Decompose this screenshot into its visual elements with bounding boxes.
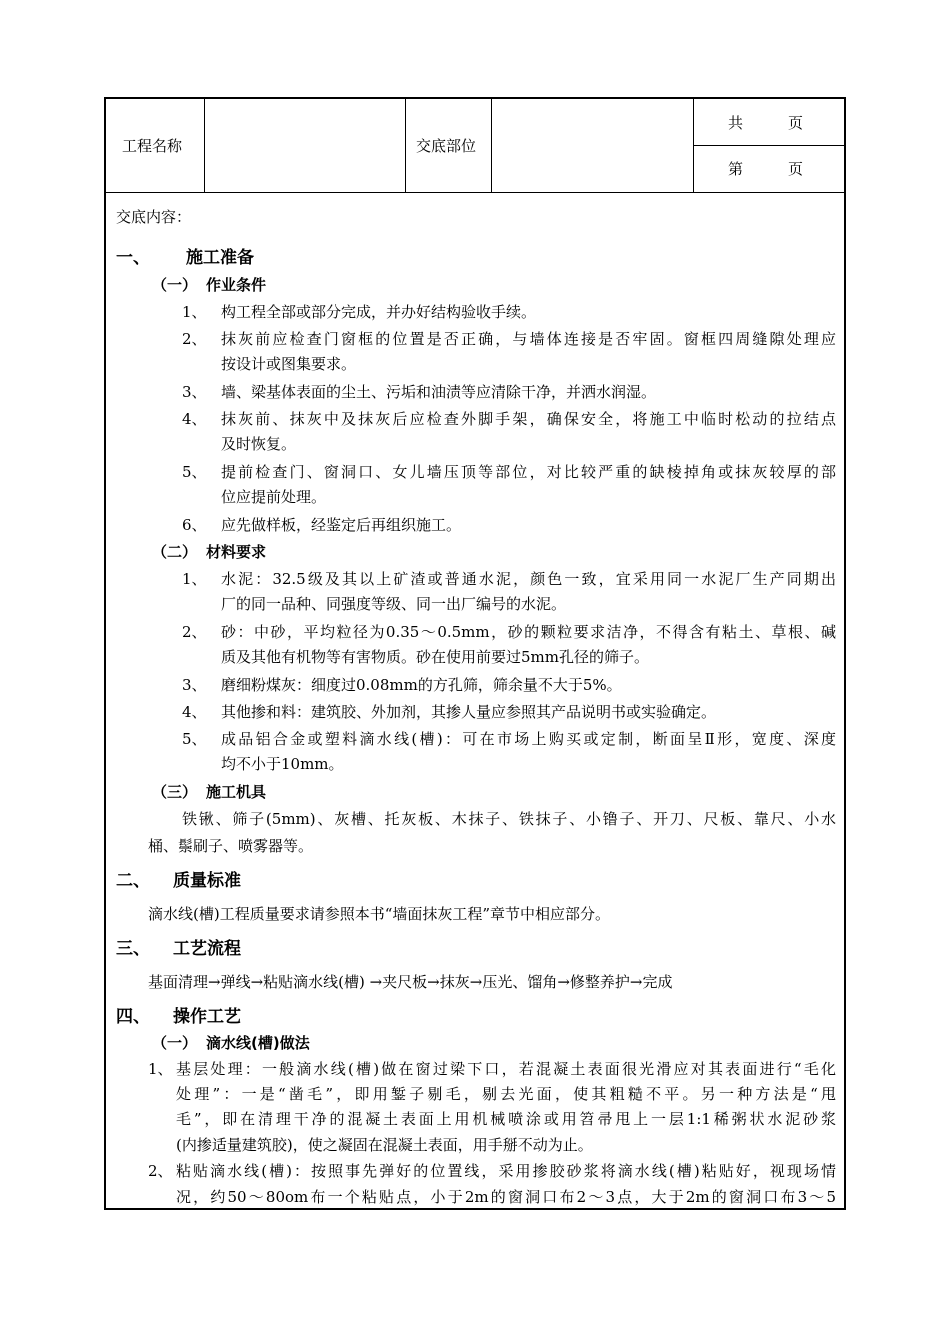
project-name-label: 工程名称 — [122, 137, 183, 155]
list-item: 墙、梁基体表面的尘土、污垢和油渍等应清除干净，并洒水润湿。 — [221, 383, 657, 401]
subsection-label: （一） — [152, 1034, 198, 1052]
list-item-cont: 况，约50～80om布一个粘贴点，小于2m的窗洞口布2～3点，大于2m的窗洞口布3～5 — [176, 1188, 836, 1206]
list-item: 磨细粉煤灰：细度过0.08mm的方孔筛，筛余量不大于5%。 — [221, 676, 622, 694]
list-item-cont: 处理”：一是“凿毛”，即用錾子剔毛，剔去光面，使其粗糙不平。另一种方法是“甩 — [176, 1085, 836, 1103]
list-item-number: 5、 — [182, 463, 207, 481]
subsection-title: 施工机具 — [206, 783, 267, 801]
section-3-title: 工艺流程 — [173, 939, 241, 959]
list-item: 提前检查门、窗洞口、女儿墙压顶等部位，对比较严重的缺棱掉角或抹灰较厚的部 — [221, 463, 836, 481]
list-item: 应先做样板，经鉴定后再组织施工。 — [221, 516, 462, 534]
list-item-number: 1、 — [182, 570, 207, 588]
project-name-value[interactable] — [205, 99, 405, 192]
total-pages-label: 共 页 — [728, 114, 804, 132]
list-item-number: 2、 — [148, 1162, 173, 1180]
section-1-number: 一、 — [116, 248, 150, 268]
divider — [693, 145, 844, 146]
list-item-number: 2、 — [182, 330, 207, 348]
divider — [405, 99, 406, 192]
list-item: 其他掺和料：建筑胶、外加剂，其掺人量应参照其产品说明书或实验确定。 — [221, 703, 717, 721]
list-item-number: 6、 — [182, 516, 207, 534]
part-value[interactable] — [492, 99, 693, 192]
section-4-title: 操作工艺 — [173, 1007, 241, 1027]
list-item: 抹灰前应检查门窗框的位置是否正确，与墙体连接是否牢固。窗框四周缝隙处理应 — [221, 330, 836, 348]
list-item-cont: 均不小于10mm。 — [221, 755, 344, 773]
part-label: 交底部位 — [416, 137, 477, 155]
list-item-cont: (内掺适量建筑胶)，使之凝固在混凝土表面，用手掰不动为止。 — [176, 1136, 593, 1154]
paragraph: 滴水线(槽)工程质量要求请参照本书“墙面抹灰工程”章节中相应部分。 — [148, 905, 611, 923]
list-item: 构工程全部或部分完成，并办好结构验收手续。 — [221, 303, 537, 321]
list-item: 粘贴滴水线(槽)：按照事先弹好的位置线，采用掺胶砂浆将滴水线(槽)粘贴好，视现场情 — [176, 1162, 836, 1180]
list-item: 砂：中砂，平均粒径为0.35～0.5mm，砂的颗粒要求洁净，不得含有粘土、草根、碱 — [221, 623, 836, 641]
list-item-cont: 厂的同一品种、同强度等级、同一出厂编号的水泥。 — [221, 595, 567, 613]
list-item: 成品铝合金或塑料滴水线(槽)：可在市场上购买或定制，断面呈Ⅱ形，宽度、深度 — [221, 730, 836, 748]
subsection-title: 作业条件 — [206, 276, 267, 294]
list-item-number: 3、 — [182, 383, 207, 401]
list-item-number: 4、 — [182, 410, 207, 428]
list-item-cont: 位应提前处理。 — [221, 488, 327, 506]
subsection-label: （二） — [152, 543, 198, 561]
process-flow: 基面清理→弹线→粘贴滴水线(槽) →夹尺板→抹灰→压光、馏角→修整养护→完成 — [148, 973, 673, 991]
section-1-title: 施工准备 — [186, 248, 254, 268]
list-item: 水泥：32.5级及其以上矿渣或普通水泥，颜色一致，宜采用同一水泥厂生产同期出 — [221, 570, 836, 588]
subsection-label: （一） — [152, 276, 198, 294]
list-item-cont: 毛”，即在清理干净的混凝土表面上用机械喷涂或用笤帚甩上一层1:1稀粥状水泥砂浆 — [176, 1110, 836, 1128]
list-item-cont: 及时恢复。 — [221, 435, 297, 453]
section-2-number: 二、 — [116, 871, 150, 891]
form-header — [106, 99, 844, 193]
list-item-number: 3、 — [182, 676, 207, 694]
page-number-label: 第 页 — [728, 160, 804, 178]
list-item-number: 5、 — [182, 730, 207, 748]
section-3-number: 三、 — [116, 939, 150, 959]
paragraph-cont: 桶、鬃刷子、喷雾器等。 — [148, 837, 314, 855]
content-label: 交底内容： — [116, 208, 192, 226]
list-item-number: 4、 — [182, 703, 207, 721]
list-item-cont: 按设计或图集要求。 — [221, 355, 357, 373]
subsection-title: 滴水线(槽)做法 — [206, 1034, 310, 1052]
list-item-number: 1、 — [148, 1060, 173, 1078]
subsection-title: 材料要求 — [206, 543, 267, 561]
disclosure-form — [104, 97, 846, 1210]
paragraph: 铁锹、筛子(5mm)、灰槽、托灰板、木抹子、铁抹子、小镥子、开刀、尺板、靠尺、小水 — [182, 810, 836, 828]
list-item: 抹灰前、抹灰中及抹灰后应检查外脚手架，确保安全，将施工中临时松动的拉结点 — [221, 410, 836, 428]
list-item-number: 1、 — [182, 303, 207, 321]
list-item: 基层处理：一般滴水线(槽)做在窗过梁下口，若混凝土表面很光滑应对其表面进行“毛化 — [176, 1060, 836, 1078]
section-2-title: 质量标准 — [173, 871, 241, 891]
list-item-cont: 质及其他有机物等有害物质。砂在使用前要过5mm孔径的筛子。 — [221, 648, 649, 666]
subsection-label: （三） — [152, 783, 198, 801]
list-item-number: 2、 — [182, 623, 207, 641]
section-4-number: 四、 — [116, 1007, 150, 1027]
